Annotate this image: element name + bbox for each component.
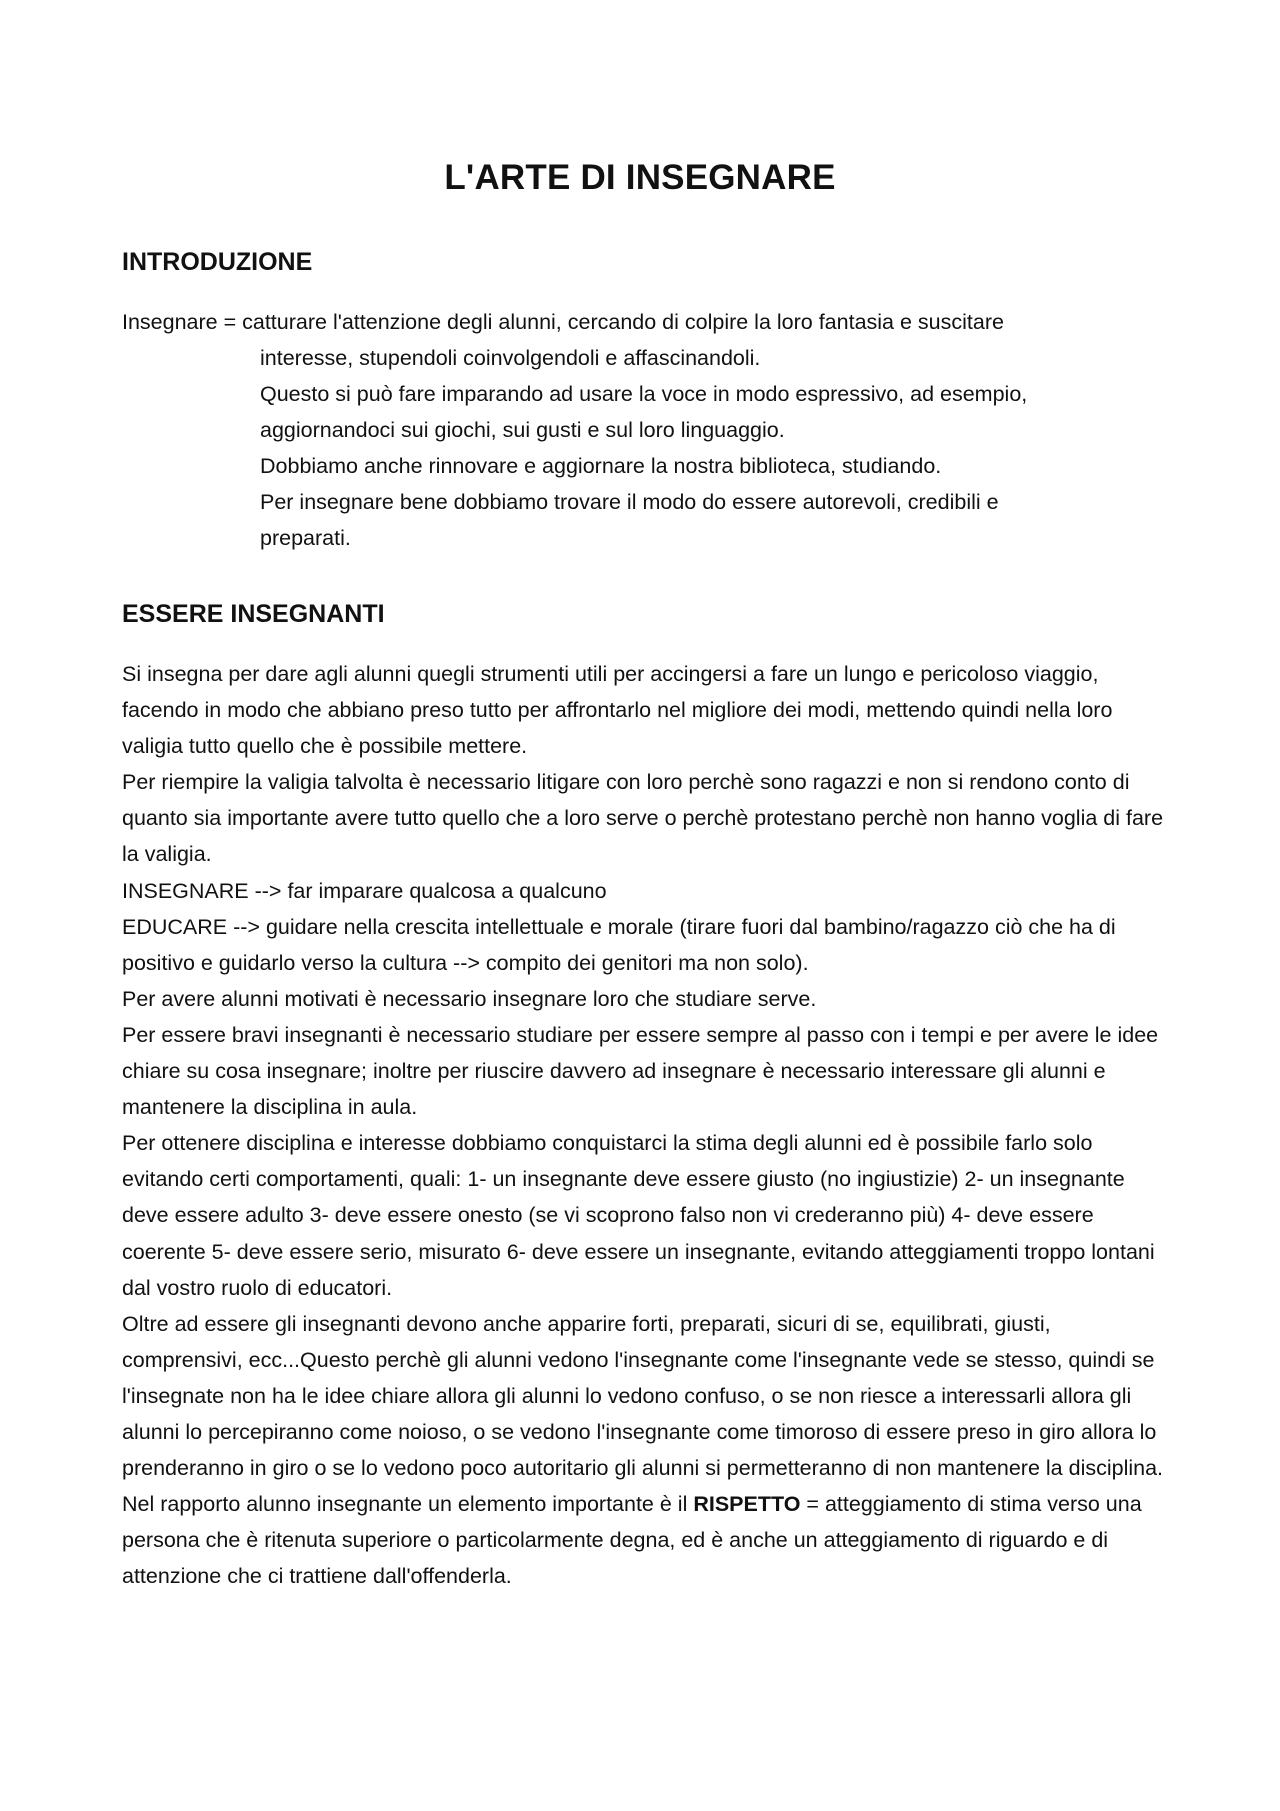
intro-line: Questo si può fare imparando ad usare la voce in modo espressivo, ad esempio, bbox=[260, 382, 1028, 406]
body-paragraph: EDUCARE --> guidare nella crescita intellettuale e morale (tirare fuori dal bambino/ragazzo ciò che ha di positivo e guidarlo verso la cultura --> compito dei genitori ma non solo). bbox=[122, 914, 1116, 975]
intro-line: interesse, stupendoli coinvolgendoli e affascinandoli. bbox=[260, 346, 761, 370]
body-paragraph: Per avere alunni motivati è necessario insegnare loro che studiare serve. bbox=[122, 986, 817, 1011]
section-heading-introduzione: INTRODUZIONE bbox=[122, 248, 313, 276]
intro-line: Per insegnare bene dobbiamo trovare il modo do essere autorevoli, credibili e bbox=[260, 490, 999, 514]
section-heading-essere-insegnanti: ESSERE INSEGNANTI bbox=[122, 600, 385, 628]
essere-insegnanti-body bbox=[122, 656, 1172, 1594]
rispetto-text-before: Nel rapporto alunno insegnante un elemento importante è il bbox=[122, 1492, 694, 1517]
rispetto-paragraph bbox=[122, 1486, 1172, 1594]
body-paragraph: INSEGNARE --> far imparare qualcosa a qualcuno bbox=[122, 878, 607, 903]
intro-definition-line: Insegnare = catturare l'attenzione degli alunni, cercando di colpire la loro fantasia e suscitare bbox=[122, 310, 1004, 334]
body-paragraph: Per ottenere disciplina e interesse dobbiamo conquistarci la stima degli alunni ed è possibile farlo solo evitando certi comportamenti, quali: 1- un insegnante deve essere giusto (no ingiustizie) 2- un insegnante deve essere adulto 3- deve essere onesto (se vi scoprono falso non vi crederanno più) 4- deve essere coerente 5- deve essere serio, misurato 6- deve essere un insegnante, evitando atteggiamenti troppo lontani dal vostro ruolo di educatori. bbox=[122, 1131, 1155, 1300]
intro-line: preparati. bbox=[260, 526, 351, 550]
body-paragraph: Si insegna per dare agli alunni quegli strumenti utili per accingersi a fare un lungo e pericoloso viaggio, facendo in modo che abbiano preso tutto per affrontarlo nel migliore dei modi, mettendo quindi nella loro valigia tutto quello che è possibile mettere. bbox=[122, 662, 1113, 759]
rispetto-text-after: = atteggiamento di stima verso una persona che è ritenuta superiore o particolarmente degna, ed è anche un atteggiamento di riguardo e di attenzione che ci trattiene dall'offenderla. bbox=[122, 1492, 1142, 1589]
intro-indented-block bbox=[260, 340, 1170, 556]
rispetto-term: RISPETTO bbox=[693, 1492, 801, 1517]
body-paragraph: Per essere bravi insegnanti è necessario studiare per essere sempre al passo con i tempi e per avere le idee chiare su cosa insegnare; inoltre per riuscire davvero ad insegnare è necessario interessare gli alunni e mantenere la disciplina in aula. bbox=[122, 1022, 1159, 1120]
body-paragraph: Per riempire la valigia talvolta è necessario litigare con loro perchè sono ragazzi e non si rendono conto di quanto sia importante avere tutto quello che a loro serve o perchè protestano perchè non hanno voglia di fare la valigia. bbox=[122, 770, 1164, 867]
document-title: L'ARTE DI INSEGNARE bbox=[444, 158, 836, 197]
intro-line: aggiornandoci sui giochi, sui gusti e sul loro linguaggio. bbox=[260, 418, 785, 442]
body-paragraph: Oltre ad essere gli insegnanti devono anche apparire forti, preparati, sicuri di se, equilibrati, giusti, comprensivi, ecc...Questo perchè gli alunni vedono l'insegnante come l'insegnante vede se stesso, quindi se l'insegnate non ha le idee chiare allora gli alunni lo vedono confuso, o se non riesce a interessarli allora gli alunni lo percepiranno come noioso, o se vedono l'insegnante come timoroso di essere preso in giro allora lo prenderanno in giro o se lo vedono poco autoritario gli alunni si permetteranno di non mantenere la disciplina. bbox=[122, 1311, 1164, 1481]
intro-line: Dobbiamo anche rinnovare e aggiornare la nostra biblioteca, studiando. bbox=[260, 454, 942, 478]
